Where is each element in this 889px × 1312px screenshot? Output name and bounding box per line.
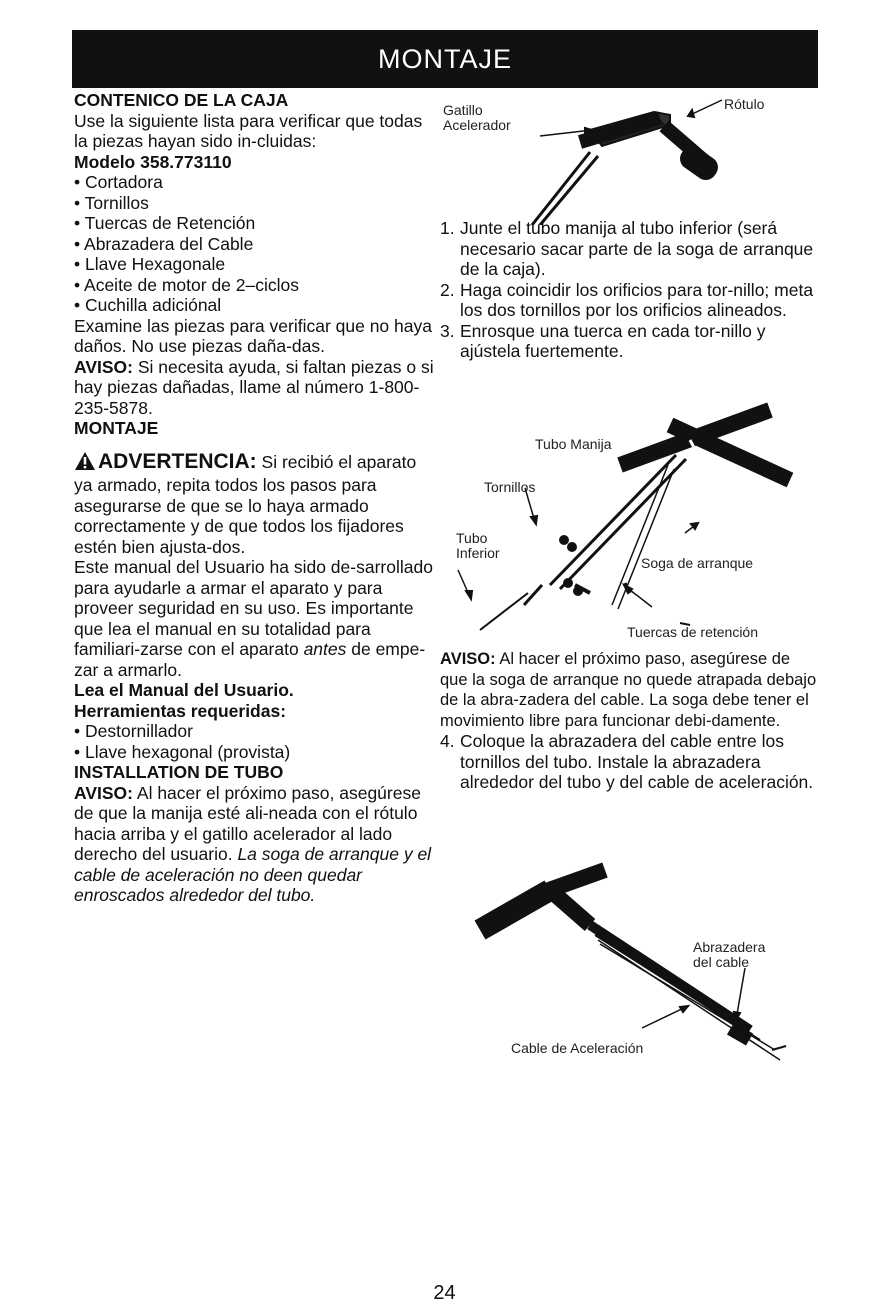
list-item: • Llave Hexagonale: [74, 254, 226, 274]
right-aviso-text: Al hacer el próximo paso, asegúrese de que la soga de arranque no quede atrapada debajo de la abra-zadera del cable. La soga debe tener el movimiento libre para funcionar debi-damente.: [440, 650, 817, 730]
install-aviso-italic: La soga de arranque y el cable de aceleración no deen quedar enroscados alrededor del tubo.: [74, 844, 432, 905]
list-item: • Tuercas de Retención: [74, 213, 256, 233]
list-item: • Abrazadera del Cable: [74, 233, 254, 254]
step-item: [440, 321, 820, 362]
step-number: 4.: [440, 731, 455, 751]
step-text: Enrosque una tuerca en cada tor-nillo y ajústela fuertemente.: [460, 320, 766, 361]
right-aviso-paragraph: [440, 649, 820, 731]
warning-paragraph: [74, 451, 434, 558]
step-text: Junte el tubo manija al tubo inferior (será necesario sacar parte de la soga de arranque de la caja).: [460, 218, 814, 279]
examine-text: Examine las piezas para verificar que no haya daños. No use piezas daña-das.: [74, 315, 432, 356]
manual-paragraph: [74, 557, 434, 680]
tool-item: • Destornillador: [74, 721, 193, 741]
install-title: INSTALLATION DE TUBO: [74, 762, 284, 782]
aviso-paragraph: [74, 357, 434, 419]
contents-title: CONTENICO DE LA CAJA: [74, 90, 289, 110]
manual-text-1: Este manual del Usuario ha sido de-sarrollado para ayudarle a armar el aparato y para proveer seguridad en su uso. Es importante que lea el manual en su totalidad para familiari-zarse con el aparato: [74, 557, 433, 659]
tool-item: • Llave hexagonal (provista): [74, 741, 291, 762]
right-aviso-label: AVISO:: [440, 650, 496, 668]
page-header: [72, 30, 818, 88]
contents-intro: Use la siguiente lista para verificar que todas la piezas hayan sido in-cluidas:: [74, 110, 423, 151]
header-title: MONTAJE: [378, 43, 512, 74]
rotulo-label: Rótulo: [724, 96, 765, 112]
warning-label: ADVERTENCIA:: [98, 449, 257, 473]
manual-text-emphasis: antes: [303, 639, 347, 659]
throttle-cable-label: Cable de Aceleración: [511, 1040, 644, 1056]
left-column: [74, 90, 434, 906]
list-item: • Aceite de motor de 2–ciclos: [74, 274, 299, 295]
montaje-title: MONTAJE: [74, 418, 159, 438]
page-number: 24: [433, 1282, 456, 1304]
warning-triangle-icon: [74, 451, 96, 476]
manual-text-2: de empe-zar a armarlo.: [74, 639, 426, 680]
contents-list: [74, 172, 434, 316]
aviso-text: Si necesita ayuda, si faltan piezas o si hay piezas dañadas, llame al número 1-800-235-5878.: [74, 356, 434, 418]
screws-label: Tornillos: [484, 479, 536, 495]
install-aviso-text: Al hacer el próximo paso, asegúrese de que la manija esté ali-neada con el rótulo hacia arriba y el gatillo acelerador al lado derecho del usuario.: [74, 782, 421, 864]
list-item: • Tornillos: [74, 192, 149, 213]
warning-text: Si recibió el aparato ya armado, repita todos los pasos para asegurarse de que se lo haya armado correctamente y de que todos los fijadores estén bien ajusta-dos.: [74, 451, 417, 557]
model-number: Modelo 358.773110: [74, 151, 232, 172]
list-item: • Cuchilla adiciónal: [74, 295, 222, 315]
step-number: 1.: [440, 218, 455, 238]
step-text: Haga coincidir los orificios para tor-nillo; meta los dos tornillos por los orificios alineados.: [460, 279, 814, 320]
step-number: 2.: [440, 279, 455, 300]
tube-assembly-figure: [440, 385, 820, 645]
handle-tube-label: Tubo Manija: [535, 436, 612, 452]
install-aviso-label: AVISO:: [74, 782, 133, 803]
read-manual-heading: Lea el Manual del Usuario.: [74, 680, 294, 700]
cable-clamp-label: Abrazadera del cable: [693, 939, 766, 970]
step-number: 3.: [440, 320, 455, 341]
lower-tube-label: Tubo Inferior: [456, 530, 500, 561]
list-item: • Cortadora: [74, 172, 163, 192]
aviso-label: AVISO:: [74, 356, 133, 377]
right-aviso-block: [440, 649, 820, 793]
step-item: [440, 731, 820, 793]
tools-title: Herramientas requeridas:: [74, 700, 287, 721]
retaining-nuts-label: Tuercas de retención: [627, 624, 758, 640]
install-aviso-paragraph: [74, 783, 434, 906]
starter-rope-label: Soga de arranque: [641, 555, 754, 571]
step-item: [440, 280, 820, 321]
steps-list: [440, 218, 820, 362]
step-item: [440, 218, 820, 280]
trigger-label: Gatillo Acelerador: [443, 102, 511, 133]
step-text: Coloque la abrazadera del cable entre los tornillos del tubo. Instale la abrazadera alrededor del tubo y del cable de aceleración.: [460, 731, 814, 792]
